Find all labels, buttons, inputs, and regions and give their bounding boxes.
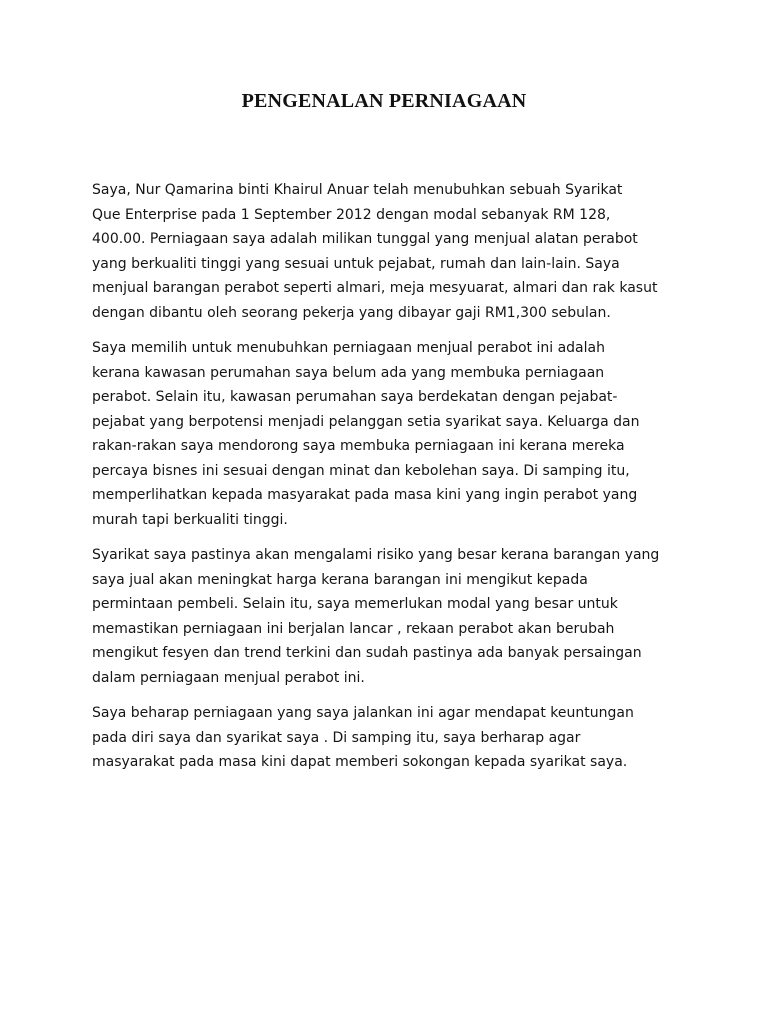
paragraph-3 [92, 543, 692, 690]
paragraph-line: rakan-rakan saya mendorong saya membuka perniagaan ini kerana mereka [92, 438, 625, 454]
paragraph-line: Saya, Nur Qamarina binti Khairul Anuar telah menubuhkan sebuah Syarikat [92, 182, 623, 198]
paragraph-line: pejabat yang berpotensi menjadi pelanggan setia syarikat saya. Keluarga dan [92, 413, 640, 430]
paragraph-line: pada diri saya dan syarikat saya . Di samping itu, saya berharap agar [92, 729, 581, 746]
paragraph-line: murah tapi berkualiti tinggi. [92, 511, 288, 528]
paragraph-line: Syarikat saya pastinya akan mengalami risiko yang besar kerana barangan yang [92, 547, 660, 563]
paragraph-line: perabot. Selain itu, kawasan perumahan saya berdekatan dengan pejabat- [92, 389, 618, 405]
document-body [92, 178, 692, 786]
paragraph-line: menjual barangan perabot seperti almari, meja mesyuarat, almari dan rak kasut [92, 280, 658, 296]
paragraph-line: percaya bisnes ini sesuai dengan minat dan kebolehan saya. Di samping itu, [92, 462, 630, 479]
paragraph-line: Saya memilih untuk menubuhkan perniagaan menjual perabot ini adalah [92, 340, 605, 356]
paragraph-line: masyarakat pada masa kini dapat memberi sokongan kepada syarikat saya. [92, 754, 628, 770]
paragraph-line: mengikut fesyen dan trend terkini dan sudah pastinya ada banyak persaingan [92, 645, 642, 661]
paragraph-line: 400.00. Perniagaan saya adalah milikan tunggal yang menjual alatan perabot [92, 231, 638, 247]
paragraph-line: memperlihatkan kepada masyarakat pada masa kini yang ingin perabot yang [92, 487, 638, 503]
paragraph-2 [92, 336, 692, 532]
paragraph-line: permintaan pembeli. Selain itu, saya memerlukan modal yang besar untuk [92, 596, 618, 612]
paragraph-line: yang berkualiti tinggi yang sesuai untuk pejabat, rumah dan lain-lain. Saya [92, 255, 620, 272]
document-title: PENGENALAN PERNIAGAAN [241, 90, 527, 112]
paragraph-line: dengan dibantu oleh seorang pekerja yang dibayar gaji RM1,300 sebulan. [92, 304, 611, 321]
paragraph-4 [92, 701, 692, 775]
paragraph-line: dalam perniagaan menjual perabot ini. [92, 669, 365, 686]
paragraph-line: memastikan perniagaan ini berjalan lancar , rekaan perabot akan berubah [92, 620, 615, 637]
paragraph-1 [92, 178, 692, 325]
paragraph-line: kerana kawasan perumahan saya belum ada yang membuka perniagaan [92, 364, 605, 381]
paragraph-line: saya jual akan meningkat harga kerana barangan ini mengikut kepada [92, 571, 588, 588]
paragraph-line: Que Enterprise pada 1 September 2012 dengan modal sebanyak RM 128, [92, 206, 611, 223]
paragraph-line: Saya beharap perniagaan yang saya jalankan ini agar mendapat keuntungan [92, 705, 634, 721]
